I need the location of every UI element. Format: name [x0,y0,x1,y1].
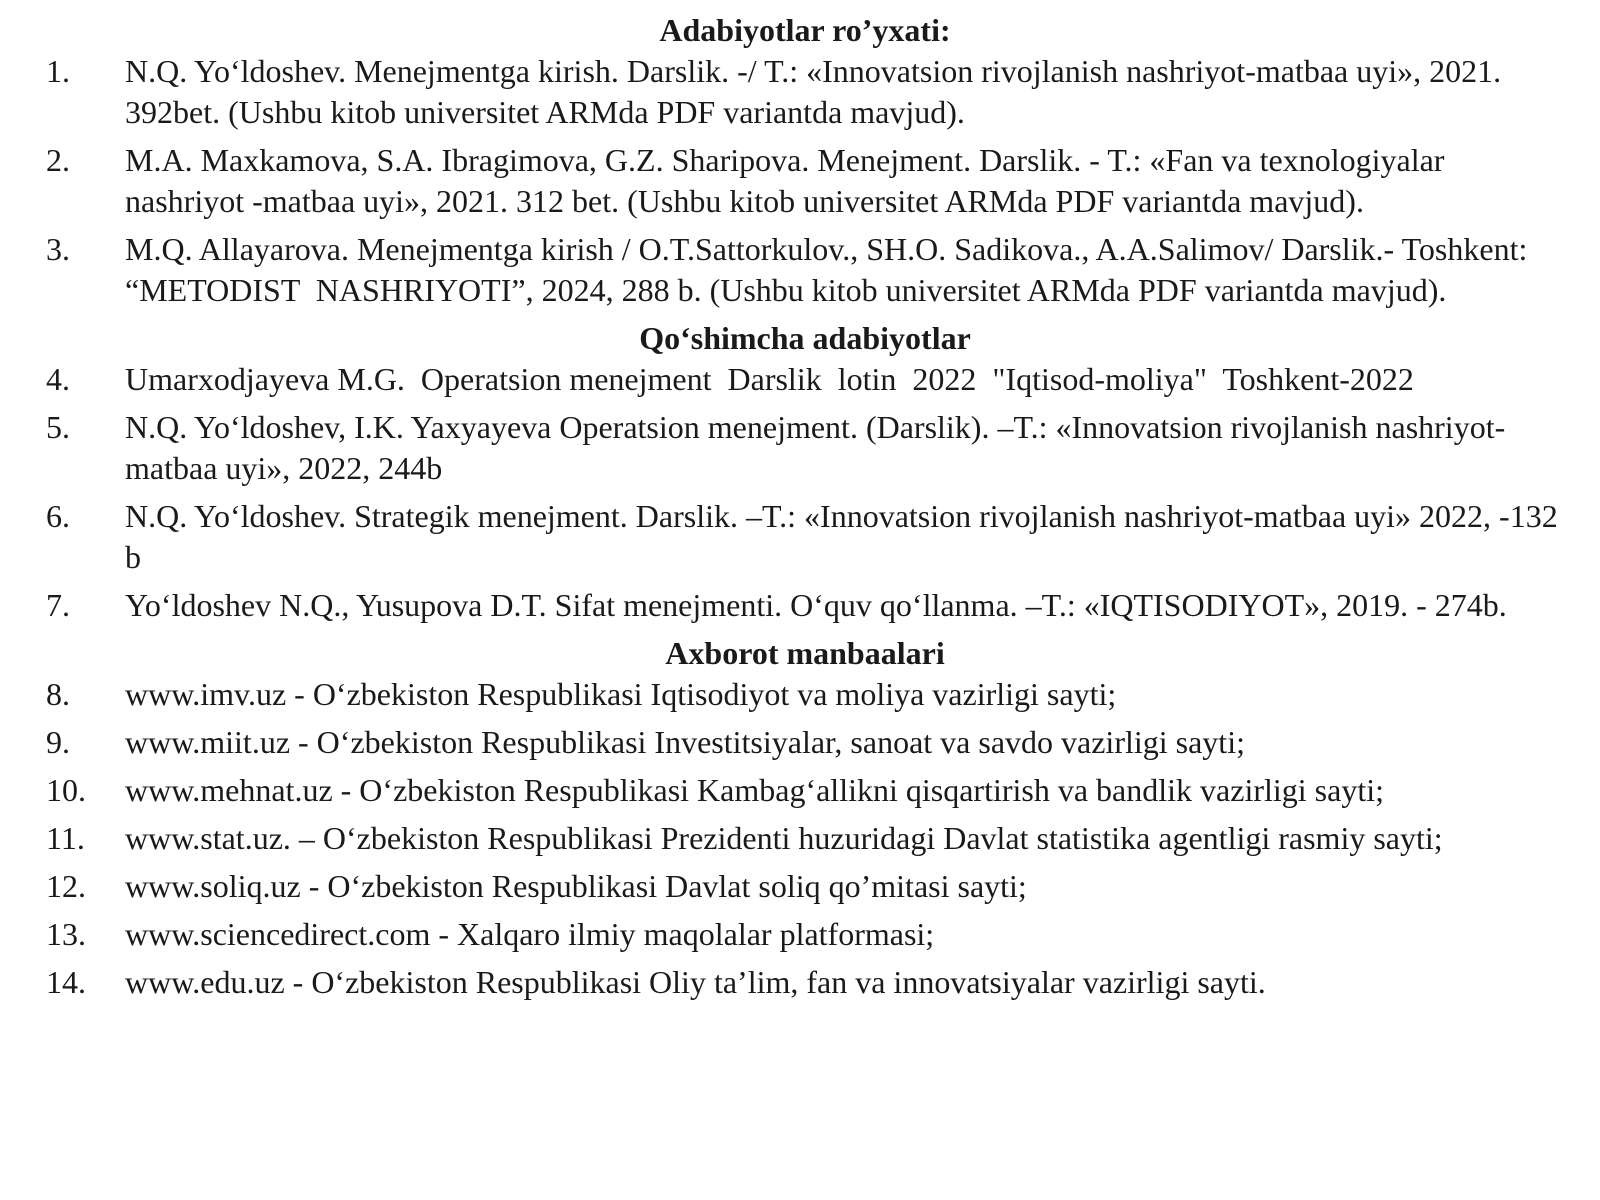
list-item [46,51,1560,133]
item-text: www.sciencedirect.com - Xalqaro ilmiy maqolalar platformasi; [125,916,935,952]
item-number: 5. [46,409,70,445]
item-number: 8. [46,676,70,712]
item-text: www.stat.uz. – Oʻzbekiston Respublikasi Prezidenti huzuridagi Davlat statistika agentligi rasmiy sayti; [125,820,1443,856]
item-text: www.edu.uz - Oʻzbekiston Respublikasi Oliy ta’lim, fan va innovatsiyalar vazirligi sayti. [125,964,1266,1000]
item-text: www.soliq.uz - Oʻzbekiston Respublikasi Davlat soliq qo’mitasi sayti; [125,868,1027,904]
item-number: 7. [46,587,70,623]
list-item [46,722,1560,763]
item-text: N.Q. Yoʻldoshev. Menejmentga kirish. Darslik. -/ T.: «Innovatsion rivojlanish nashriyot-matbaa uyi», 2021. 392bet. (Ushbu kitob universitet ARMda PDF variantda mavjud). [125,53,1510,130]
item-text: M.A. Maxkamova, S.A. Ibragimova, G.Z. Sharipova. Menejment. Darslik. - T.: «Fan va texnologiyalar nashriyot -matbaa uyi», 2021. 312 bet. (Ushbu kitob universitet ARMda PDF variantda mavjud). [125,142,1453,219]
item-number: 10. [46,772,86,808]
list-item [46,585,1560,626]
list-item [46,770,1560,811]
list-item [46,496,1566,578]
list-item [46,229,1560,311]
reference-list-additional [46,359,1566,626]
section-heading-references: Adabiyotlar ro’yxati: [659,12,951,48]
item-number: 4. [46,361,70,397]
item-text: www.mehnat.uz - Oʻzbekiston Respublikasi Kambagʻallikni qisqartirish va bandlik vazirligi sayti; [125,772,1384,808]
item-text: www.imv.uz - Oʻzbekiston Respublikasi Iqtisodiyot va moliya vazirligi sayti; [125,676,1117,712]
item-number: 9. [46,724,70,760]
item-number: 14. [46,964,86,1000]
reference-list-info-sources [46,674,1560,1003]
item-number: 3. [46,231,70,267]
list-item [46,866,1560,907]
item-text: N.Q. Yoʻldoshev, I.K. Yaxyayeva Operatsion menejment. (Darslik). –T.: «Innovatsion rivojlanish nashriyot-matbaa uyi», 2022, 244b [125,409,1506,486]
section-heading-info-sources: Axborot manbaalari [665,635,945,671]
item-number: 1. [46,53,70,89]
reference-list-main [46,51,1560,311]
list-item [46,359,1560,400]
item-number: 2. [46,142,70,178]
item-number: 11. [46,820,85,856]
list-item [46,914,1560,955]
item-text: Yoʻldoshev N.Q., Yusupova D.T. Sifat menejmenti. Oʻquv qoʻllanma. –T.: «IQTISODIYOT», 2019. - 274b. [125,587,1507,623]
item-number: 6. [46,498,70,534]
item-number: 13. [46,916,86,952]
item-text: N.Q. Yoʻldoshev. Strategik menejment. Darslik. –T.: «Innovatsion rivojlanish nashriyot-matbaa uyi» 2022, -132 b [125,498,1566,575]
list-item [46,407,1560,489]
item-number: 12. [46,868,86,904]
item-text: M.Q. Allayarova. Menejmentga kirish / O.T.Sattorkulov., SH.O. Sadikova., A.A.Salimov/ Darslik.- Toshkent: “METODIST NASHRIYOTI”, 2024, 288 b. (Ushbu kitob universitet ARMda PDF variantda mavjud). [125,231,1536,308]
list-item [46,962,1560,1003]
list-item [46,674,1560,715]
list-item [46,140,1560,222]
item-text: www.miit.uz - Oʻzbekiston Respublikasi Investitsiyalar, sanoat va savdo vazirligi sayti; [125,724,1245,760]
section-heading-additional: Qoʻshimcha adabiyotlar [639,320,971,356]
item-text: Umarxodjayeva M.G. Operatsion menejment Darslik lotin 2022 "Iqtisod-moliya" Toshkent-2022 [125,361,1414,397]
list-item [46,818,1560,859]
